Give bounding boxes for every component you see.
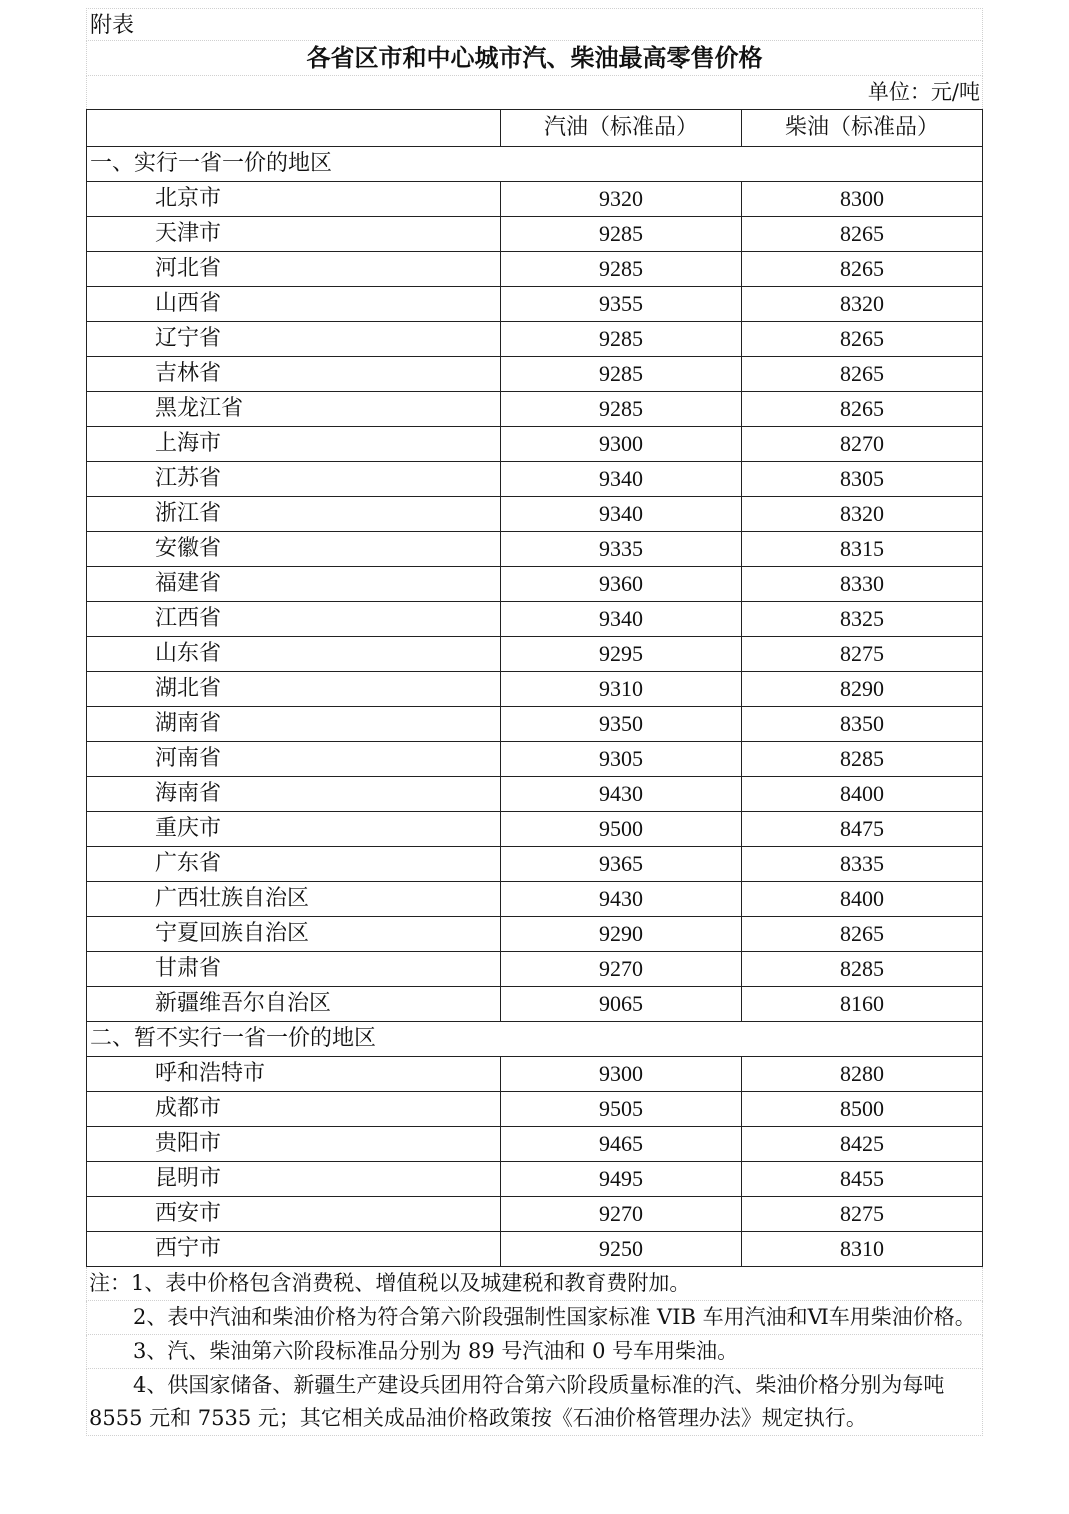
region-cell: 昆明市 [87,1162,501,1197]
gasoline-price-cell: 9270 [501,952,742,987]
table-row [87,742,983,777]
diesel-price-cell: 8265 [742,217,983,252]
diesel-price-cell: 8475 [742,812,983,847]
table-row [87,392,983,427]
region-cell: 天津市 [87,217,501,252]
table-row [87,182,983,217]
diesel-price-cell: 8400 [742,777,983,812]
region-cell: 呼和浩特市 [87,1057,501,1092]
gasoline-price-cell: 9285 [501,217,742,252]
diesel-price-cell: 8265 [742,322,983,357]
table-row [87,1162,983,1197]
region-cell: 山西省 [87,287,501,322]
region-cell: 山东省 [87,637,501,672]
diesel-price-cell: 8425 [742,1127,983,1162]
table-row [87,462,983,497]
table-row [87,427,983,462]
region-cell: 辽宁省 [87,322,501,357]
table-row [87,217,983,252]
attachment-label: 附表 [86,8,983,41]
table-row [87,672,983,707]
table-header-row [87,110,983,147]
diesel-price-cell: 8265 [742,252,983,287]
gasoline-price-cell: 9430 [501,777,742,812]
diesel-price-cell: 8320 [742,287,983,322]
region-cell: 贵阳市 [87,1127,501,1162]
table-row [87,637,983,672]
price-sheet [86,8,983,1436]
diesel-price-cell: 8265 [742,357,983,392]
gasoline-price-cell: 9495 [501,1162,742,1197]
diesel-price-cell: 8320 [742,497,983,532]
region-cell: 甘肃省 [87,952,501,987]
table-row [87,1057,983,1092]
table-row [87,952,983,987]
diesel-price-cell: 8400 [742,882,983,917]
diesel-price-cell: 8305 [742,462,983,497]
table-row [87,917,983,952]
diesel-price-cell: 8270 [742,427,983,462]
region-cell: 新疆维吾尔自治区 [87,987,501,1022]
table-row [87,532,983,567]
diesel-price-cell: 8350 [742,707,983,742]
gasoline-price-cell: 9310 [501,672,742,707]
diesel-price-cell: 8285 [742,742,983,777]
gasoline-price-cell: 9355 [501,287,742,322]
table-row [87,497,983,532]
table-row [87,882,983,917]
price-table [86,109,983,1267]
region-cell: 江苏省 [87,462,501,497]
region-cell: 广东省 [87,847,501,882]
table-row [87,567,983,602]
table-row [87,357,983,392]
region-cell: 海南省 [87,777,501,812]
gasoline-price-cell: 9305 [501,742,742,777]
diesel-price-cell: 8300 [742,182,983,217]
diesel-price-cell: 8315 [742,532,983,567]
gasoline-price-cell: 9285 [501,252,742,287]
region-cell: 广西壮族自治区 [87,882,501,917]
table-row [87,777,983,812]
note-4: 4、供国家储备、新疆生产建设兵团用符合第六阶段质量标准的汽、柴油价格分别为每吨 8555 元和 7535 元；其它相关成品油价格政策按《石油价格管理办法》规定执行。 [86,1369,983,1436]
diesel-price-cell: 8265 [742,392,983,427]
diesel-price-cell: 8280 [742,1057,983,1092]
diesel-price-cell: 8275 [742,1197,983,1232]
region-cell: 成都市 [87,1092,501,1127]
diesel-price-cell: 8500 [742,1092,983,1127]
gasoline-price-cell: 9500 [501,812,742,847]
gasoline-price-cell: 9290 [501,917,742,952]
gasoline-price-cell: 9335 [501,532,742,567]
diesel-price-cell: 8160 [742,987,983,1022]
gasoline-price-cell: 9465 [501,1127,742,1162]
diesel-price-cell: 8325 [742,602,983,637]
header-gasoline: 汽油（标准品） [501,110,742,147]
gasoline-price-cell: 9270 [501,1197,742,1232]
diesel-price-cell: 8285 [742,952,983,987]
note-3: 3、汽、柴油第六阶段标准品分别为 89 号汽油和 0 号车用柴油。 [86,1335,983,1369]
table-row [87,812,983,847]
gasoline-price-cell: 9285 [501,392,742,427]
region-cell: 河北省 [87,252,501,287]
unit-label: 单位：元/吨 [86,76,983,109]
table-row [87,1197,983,1232]
region-cell: 浙江省 [87,497,501,532]
notes [86,1267,983,1436]
region-cell: 湖北省 [87,672,501,707]
gasoline-price-cell: 9285 [501,357,742,392]
section-label: 一、实行一省一价的地区 [87,147,983,182]
region-cell: 西宁市 [87,1232,501,1267]
gasoline-price-cell: 9300 [501,427,742,462]
region-cell: 安徽省 [87,532,501,567]
section-row [87,1022,983,1057]
page-title: 各省区市和中心城市汽、柴油最高零售价格 [86,41,983,76]
region-cell: 江西省 [87,602,501,637]
diesel-price-cell: 8455 [742,1162,983,1197]
diesel-price-cell: 8290 [742,672,983,707]
gasoline-price-cell: 9300 [501,1057,742,1092]
diesel-price-cell: 8310 [742,1232,983,1267]
table-row [87,322,983,357]
gasoline-price-cell: 9250 [501,1232,742,1267]
region-cell: 湖南省 [87,707,501,742]
section-row [87,147,983,182]
gasoline-price-cell: 9430 [501,882,742,917]
header-diesel: 柴油（标准品） [742,110,983,147]
region-cell: 上海市 [87,427,501,462]
gasoline-price-cell: 9505 [501,1092,742,1127]
gasoline-price-cell: 9320 [501,182,742,217]
table-row [87,1092,983,1127]
gasoline-price-cell: 9065 [501,987,742,1022]
table-row [87,987,983,1022]
region-cell: 吉林省 [87,357,501,392]
region-cell: 河南省 [87,742,501,777]
region-cell: 黑龙江省 [87,392,501,427]
region-cell: 北京市 [87,182,501,217]
gasoline-price-cell: 9340 [501,602,742,637]
region-cell: 西安市 [87,1197,501,1232]
table-row [87,252,983,287]
gasoline-price-cell: 9340 [501,497,742,532]
table-row [87,1127,983,1162]
table-row [87,847,983,882]
region-cell: 宁夏回族自治区 [87,917,501,952]
diesel-price-cell: 8265 [742,917,983,952]
region-cell: 重庆市 [87,812,501,847]
table-row [87,602,983,637]
diesel-price-cell: 8330 [742,567,983,602]
header-region [87,110,501,147]
note-2: 2、表中汽油和柴油价格为符合第六阶段强制性国家标准 VIB 车用汽油和Ⅵ车用柴油价格。 [86,1301,983,1335]
section-label: 二、暂不实行一省一价的地区 [87,1022,983,1057]
table-row [87,707,983,742]
gasoline-price-cell: 9340 [501,462,742,497]
gasoline-price-cell: 9350 [501,707,742,742]
gasoline-price-cell: 9295 [501,637,742,672]
table-row [87,287,983,322]
diesel-price-cell: 8335 [742,847,983,882]
price-table-body [87,110,983,1267]
note-1: 注：1、表中价格包含消费税、增值税以及城建税和教育费附加。 [86,1267,983,1301]
gasoline-price-cell: 9360 [501,567,742,602]
region-cell: 福建省 [87,567,501,602]
table-row [87,1232,983,1267]
gasoline-price-cell: 9285 [501,322,742,357]
gasoline-price-cell: 9365 [501,847,742,882]
diesel-price-cell: 8275 [742,637,983,672]
